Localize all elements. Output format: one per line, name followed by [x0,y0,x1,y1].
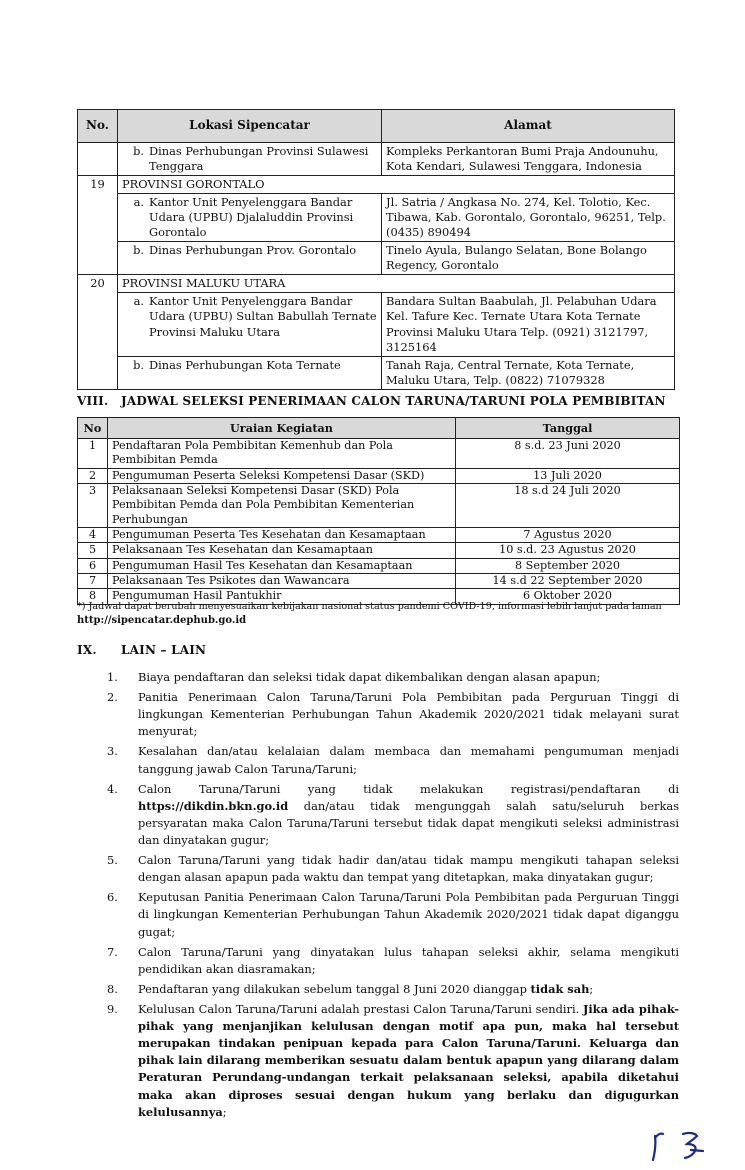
header-lokasi: Lokasi Sipencatar [118,110,382,143]
item-marker: b. [133,144,144,158]
list-item [107,889,679,940]
header-no: No. [78,110,118,143]
lokasi-entry [122,294,377,339]
bold-text: Jika ada pihak-pihak yang menjanjikan kelulusan dengan motif apa pun, maka hal tersebut merupakan tindakan penipuan kepada para Calon Taruna/Taruni. Keluarga dan pihak lain dilarang memberikan sesuatu dalam bentuk apapun yang dilarang dalam Peraturan Perundang-undangan terkait pelaksanaan seleksi, apabila diketahui maka akan diproses sesuai dengan hukum yang berlaku dan digugurkan kelulusannya [138,1001,679,1119]
alamat-cell: Kompleks Perkantoran Bumi Praja Andounuhu, Kota Kendari, Sulawesi Tenggara, Indonesia [382,143,675,176]
item-text [138,852,679,886]
alamat-cell: Bandara Sultan Baabulah, Jl. Pelabuhan Udara Kel. Tafure Kec. Ternate Utara Kota Ternate Provinsi Maluku Utara Telp. (0921) 3121797, 3125164 [382,293,675,356]
text-run: ; [589,981,594,996]
text-run: Calon Taruna/Taruni yang dinyatakan lulus tahapan seleksi akhir, selama mengikuti pendidikan akan diasramakan; [138,944,679,976]
tanggal-cell: 7 Agustus 2020 [456,527,680,542]
item-number: 2. [107,690,118,705]
locations-table-header [78,110,675,143]
lokasi-cell [118,242,382,275]
section-number: IX. [77,643,97,657]
item-marker: a. [133,294,144,309]
section-ix-heading [77,643,206,659]
row-number: 7 [78,573,108,588]
table-row [78,194,675,242]
section-title: LAIN – LAIN [121,643,207,657]
table-row [78,242,675,275]
alamat-cell: Tanah Raja, Central Ternate, Kota Ternate, Maluku Utara, Telp. (0822) 71079328 [382,356,675,389]
alamat-cell: Jl. Satria / Angkasa No. 274, Kel. Tolotio, Kec. Tibawa, Kab. Gorontalo, Gorontalo, 96251, Telp. (0435) 890494 [382,194,675,242]
lokasi-name: Dinas Perhubungan Prov. Gorontalo [149,243,357,258]
table-row [78,527,680,542]
row-number: 20 [78,275,118,389]
item-number: 9. [107,1001,118,1016]
bold-text: https://dikdin.bkn.go.id [138,798,289,813]
initials-signature [645,1124,715,1164]
tanggal-cell: 8 September 2020 [456,558,680,573]
item-number: 3. [107,744,118,759]
lain-lain-list [107,669,679,1124]
footnote-url: http://sipencatar.dephub.go.id [77,614,247,626]
table-row [78,483,680,527]
text-run: Pendaftaran yang dilakukan sebelum tanggal 8 Juni 2020 dianggap [138,981,531,996]
item-text [138,944,679,978]
lokasi-name: Kantor Unit Penyelenggara Bandar Udara (UPBU) Sultan Babullah Ternate Provinsi Maluku Utara [149,294,377,339]
lokasi-name: Dinas Perhubungan Provinsi Sulawesi Tenggara [149,144,369,174]
table-row [78,275,675,293]
province-name: PROVINSI GORONTALO [118,176,675,194]
item-number: 4. [107,781,118,796]
kegiatan-cell: Pengumuman Hasil Tes Kesehatan dan Kesamaptaan [108,558,456,573]
kegiatan-cell: Pelaksanaan Seleksi Kompetensi Dasar (SKD) Pola Pembibitan Pemda dan Pola Pembibitan Kementerian Perhubungan [108,483,456,527]
list-item [107,852,679,886]
item-marker: b. [133,357,144,372]
lokasi-cell [118,293,382,356]
item-text [138,781,679,849]
text-run: Kelulusan Calon Taruna/Taruni adalah prestasi Calon Taruna/Taruni sendiri. [138,1001,583,1016]
header-alamat: Alamat [382,110,675,143]
tanggal-cell: 14 s.d 22 September 2020 [456,573,680,588]
bold-text: tidak sah [530,981,590,996]
list-item [107,743,679,777]
text-run: dan/atau tidak mengunggah salah satu/seluruh berkas persyaratan maka Calon Taruna/Taruni tersebut tidak dapat mengikuti seleksi administrasi dan dinyatakan gugur; [138,798,679,847]
kegiatan-cell: Pengumuman Peserta Tes Kesehatan dan Kesamaptaan [108,527,456,542]
list-item [107,944,679,978]
list-item [107,669,679,686]
alamat-cell: Tinelo Ayula, Bulango Selatan, Bone Bolango Regency, Gorontalo [382,242,675,275]
header-no: No [78,418,108,439]
item-marker: a. [133,195,144,210]
item-marker: b. [133,243,144,258]
list-item [107,1001,679,1121]
row-number: 19 [78,176,118,275]
table-row [78,439,680,469]
lokasi-cell [118,143,382,176]
tanggal-cell: 8 s.d. 23 Juni 2020 [456,439,680,469]
tanggal-cell: 18 s.d 24 Juli 2020 [456,483,680,527]
lokasi-name: Kantor Unit Penyelenggara Bandar Udara (UPBU) Djalaluddin Provinsi Gorontalo [149,195,354,240]
item-number: 7. [107,944,118,959]
lokasi-cell [118,194,382,242]
kegiatan-cell: Pengumuman Hasil Pantukhir [108,589,456,604]
kegiatan-cell: Pendaftaran Pola Pembibitan Kemenhub dan Pola Pembibitan Pemda [108,439,456,469]
item-number: 5. [107,853,118,868]
footnote-text: *) Jadwal dapat berubah menyesuaikan kebijakan nasional status pandemi COVID-19, informasi lebih lanjut pada laman [77,601,662,612]
row-number [78,143,118,176]
lokasi-entry [122,195,377,240]
header-tanggal: Tanggal [456,418,680,439]
section-viii-heading [77,394,666,410]
text-run: Panitia Penerimaan Calon Taruna/Taruni Pola Pembibitan pada Perguruan Tinggi di lingkungan Kementerian Perhubungan Tahun Akademik 2020/2021 tidak melayani surat menyurat; [138,690,679,739]
section-number: VIII. [77,394,109,408]
section-title: JADWAL SELEKSI PENERIMAAN CALON TARUNA/TARUNI POLA PEMBIBITAN [121,394,666,408]
table-row [78,356,675,389]
tanggal-cell: 10 s.d. 23 Agustus 2020 [456,543,680,558]
tanggal-cell: 13 Juli 2020 [456,468,680,483]
table-row [78,543,680,558]
item-number: 8. [107,981,118,996]
kegiatan-cell: Pengumuman Peserta Seleksi Kompetensi Dasar (SKD) [108,468,456,483]
list-item [107,981,679,998]
item-text [138,669,679,686]
kegiatan-cell: Pelaksanaan Tes Kesehatan dan Kesamaptaan [108,543,456,558]
table-row [78,468,680,483]
text-run: ; [222,1104,227,1119]
schedule-footnote [77,600,687,628]
table-row [78,293,675,356]
row-number: 2 [78,468,108,483]
text-run: Biaya pendaftaran dan seleksi tidak dapat dikembalikan dengan alasan apapun; [138,670,601,684]
row-number: 5 [78,543,108,558]
item-text [138,889,679,940]
row-number: 1 [78,439,108,469]
item-text [138,981,679,998]
text-run: Kesalahan dan/atau kelalaian dalam membaca dan memahami pengumuman menjadi tanggung jawab Calon Taruna/Taruni; [138,744,679,776]
item-text [138,743,679,777]
row-number: 4 [78,527,108,542]
text-run: Calon Taruna/Taruni yang tidak hadir dan/atau tidak mampu mengikuti tahapan seleksi dengan alasan apapun pada waktu dan tempat yang ditetapkan, maka dinyatakan gugur; [138,853,679,885]
table-row [78,573,680,588]
tanggal-cell: 6 Oktober 2020 [456,589,680,604]
row-number: 6 [78,558,108,573]
item-number: 1. [107,670,118,684]
row-number: 3 [78,483,108,527]
lokasi-entry [122,243,377,258]
kegiatan-cell: Pelaksanaan Tes Psikotes dan Wawancara [108,573,456,588]
table-row [78,176,675,194]
locations-table [77,109,675,390]
item-text [138,689,679,740]
lokasi-entry [122,144,377,174]
table-row [78,558,680,573]
province-name: PROVINSI MALUKU UTARA [118,275,675,293]
row-number: 8 [78,589,108,604]
text-run: Keputusan Panitia Penerimaan Calon Taruna/Taruni Pola Pembibitan pada Perguruan Tinggi di lingkungan Kementerian Perhubungan Tahun Akademik 2020/2021 tidak dapat diganggu gugat; [138,890,679,939]
lokasi-entry [122,358,377,373]
table-row [78,143,675,176]
lokasi-name: Dinas Perhubungan Kota Ternate [149,357,341,372]
header-uraian: Uraian Kegiatan [108,418,456,439]
lokasi-cell [118,356,382,389]
list-item [107,689,679,740]
list-item [107,781,679,849]
item-number: 6. [107,890,118,905]
text-run: Calon Taruna/Taruni yang tidak melakukan registrasi/pendaftaran di [138,781,679,796]
item-text [138,1001,679,1121]
schedule-table-header [78,418,680,439]
schedule-table [77,417,680,605]
